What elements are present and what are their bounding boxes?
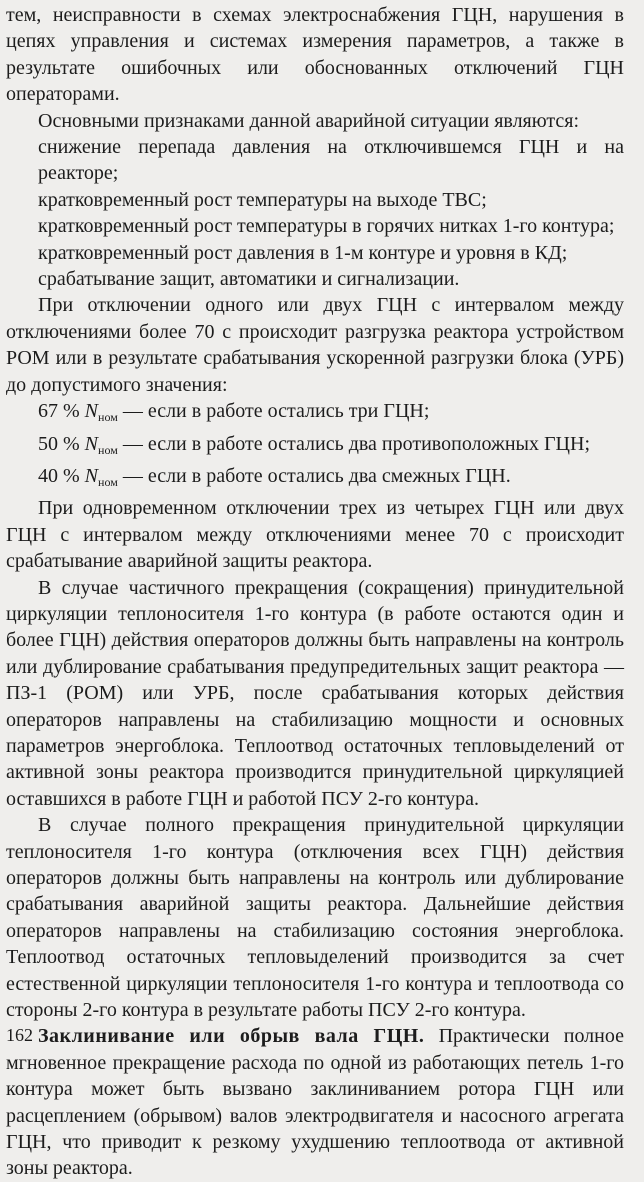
- section-heading: Заклинивание или обрыв вала ГЦН.: [38, 1025, 425, 1048]
- paragraph-emergency-protection: При одновременном отключении трех из четырех ГЦН или двух ГЦН с интервалом между отключениями менее 70 с происходит срабатывание аварийной защиты реактора.: [6, 497, 624, 573]
- paragraph-unloading: При отключении одного или двух ГЦН с интервалом между отключениями более 70 с происходит разгрузка реактора устройством РОМ или в результате срабатывания ускоренной разгрузки блока (УРБ) до допустимого значения:: [6, 294, 624, 396]
- list-item-sign-3: кратковременный рост температуры в горячих нитках 1-го контура;: [38, 215, 615, 238]
- power-subscript: ном: [98, 474, 118, 489]
- load-condition: — если в работе остались три ГЦН;: [117, 400, 430, 423]
- paragraph-full-stop: В случае полного прекращения принудительной циркуляции теплоносителя 1-го контура (отключения всех ГЦН) действия операторов должны быть направлены на контроль или дублирование срабатывания аварийной защиты реактора. Дальнейшие действия операторов направлены на стабилизацию состояния энергоблока. Теплоотвод остаточных тепловыделений производится за счет естественной циркуляции теплоносителя 1-го контура и теплоотвода со стороны 2-го контура в результате работы ПСУ 2-го контура.: [6, 814, 624, 1022]
- list-item-load-1: [6, 398, 624, 430]
- paragraph-partial-stop: В случае частичного прекращения (сокращения) принудительной циркуляции теплоносителя 1-го контура (в работе остаются один и более ГЦН) действия операторов должны быть направлены на контроль или дублирование срабатывания предупредительных защит реактора — ПЗ-1 (РОМ) или УРБ, после срабатывания которых действия операторов направлены на стабилизацию мощности и основных параметров энергоблока. Теплоотвод остаточных тепловыделений от активной зоны реактора производится принудительной циркуляцией оставшихся в работе ГЦН и работой ПСУ 2-го контура.: [6, 576, 624, 810]
- paragraph-shaft-seizure: [6, 1023, 624, 1181]
- section-text: Практически полное мгновенное прекращение расхода по одной из работающих петель 1-го контура может быть вызвано заклиниванием ротора ГЦН или расцеплением (обрывом) валов электродвигателя и насосного агрегата ГЦН, что приводит к резкому ухудшению теплоотвода от активной зоны реактора.: [6, 1025, 624, 1180]
- load-percent: 50 %: [38, 432, 80, 455]
- list-item-sign-1: снижение перепада давления на отключившемся ГЦН и на реакторе;: [38, 136, 624, 185]
- power-symbol: N: [84, 400, 99, 423]
- load-percent: 40 %: [38, 464, 80, 487]
- load-condition: — если в работе остались два смежных ГЦН.: [117, 464, 511, 487]
- list-item-sign-2: кратковременный рост температуры на выходе ТВС;: [38, 188, 487, 211]
- paragraph-continuation: тем, неисправности в схемах электроснабжения ГЦН, нарушения в цепях управления и системах измерения параметров, а также в результате ошибочных или обоснованных отключений ГЦН операторами.: [6, 4, 624, 106]
- power-subscript: ном: [98, 442, 118, 457]
- power-symbol: N: [84, 464, 99, 487]
- list-item-load-3: [6, 463, 624, 495]
- list-item-load-2: [6, 431, 624, 463]
- list-item-sign-4: кратковременный рост давления в 1-м контуре и уровня в КД;: [38, 241, 568, 264]
- page-body: [6, 2, 624, 1182]
- list-item-sign-5: срабатывание защит, автоматики и сигнализации.: [38, 268, 460, 291]
- power-symbol: N: [84, 432, 99, 455]
- load-condition: — если в работе остались два противоположных ГЦН;: [117, 432, 590, 455]
- power-subscript: ном: [98, 410, 118, 425]
- paragraph-signs-intro: Основными признаками данной аварийной ситуации являются:: [38, 109, 580, 132]
- page-number: 162: [6, 1025, 33, 1045]
- load-percent: 67 %: [38, 400, 80, 423]
